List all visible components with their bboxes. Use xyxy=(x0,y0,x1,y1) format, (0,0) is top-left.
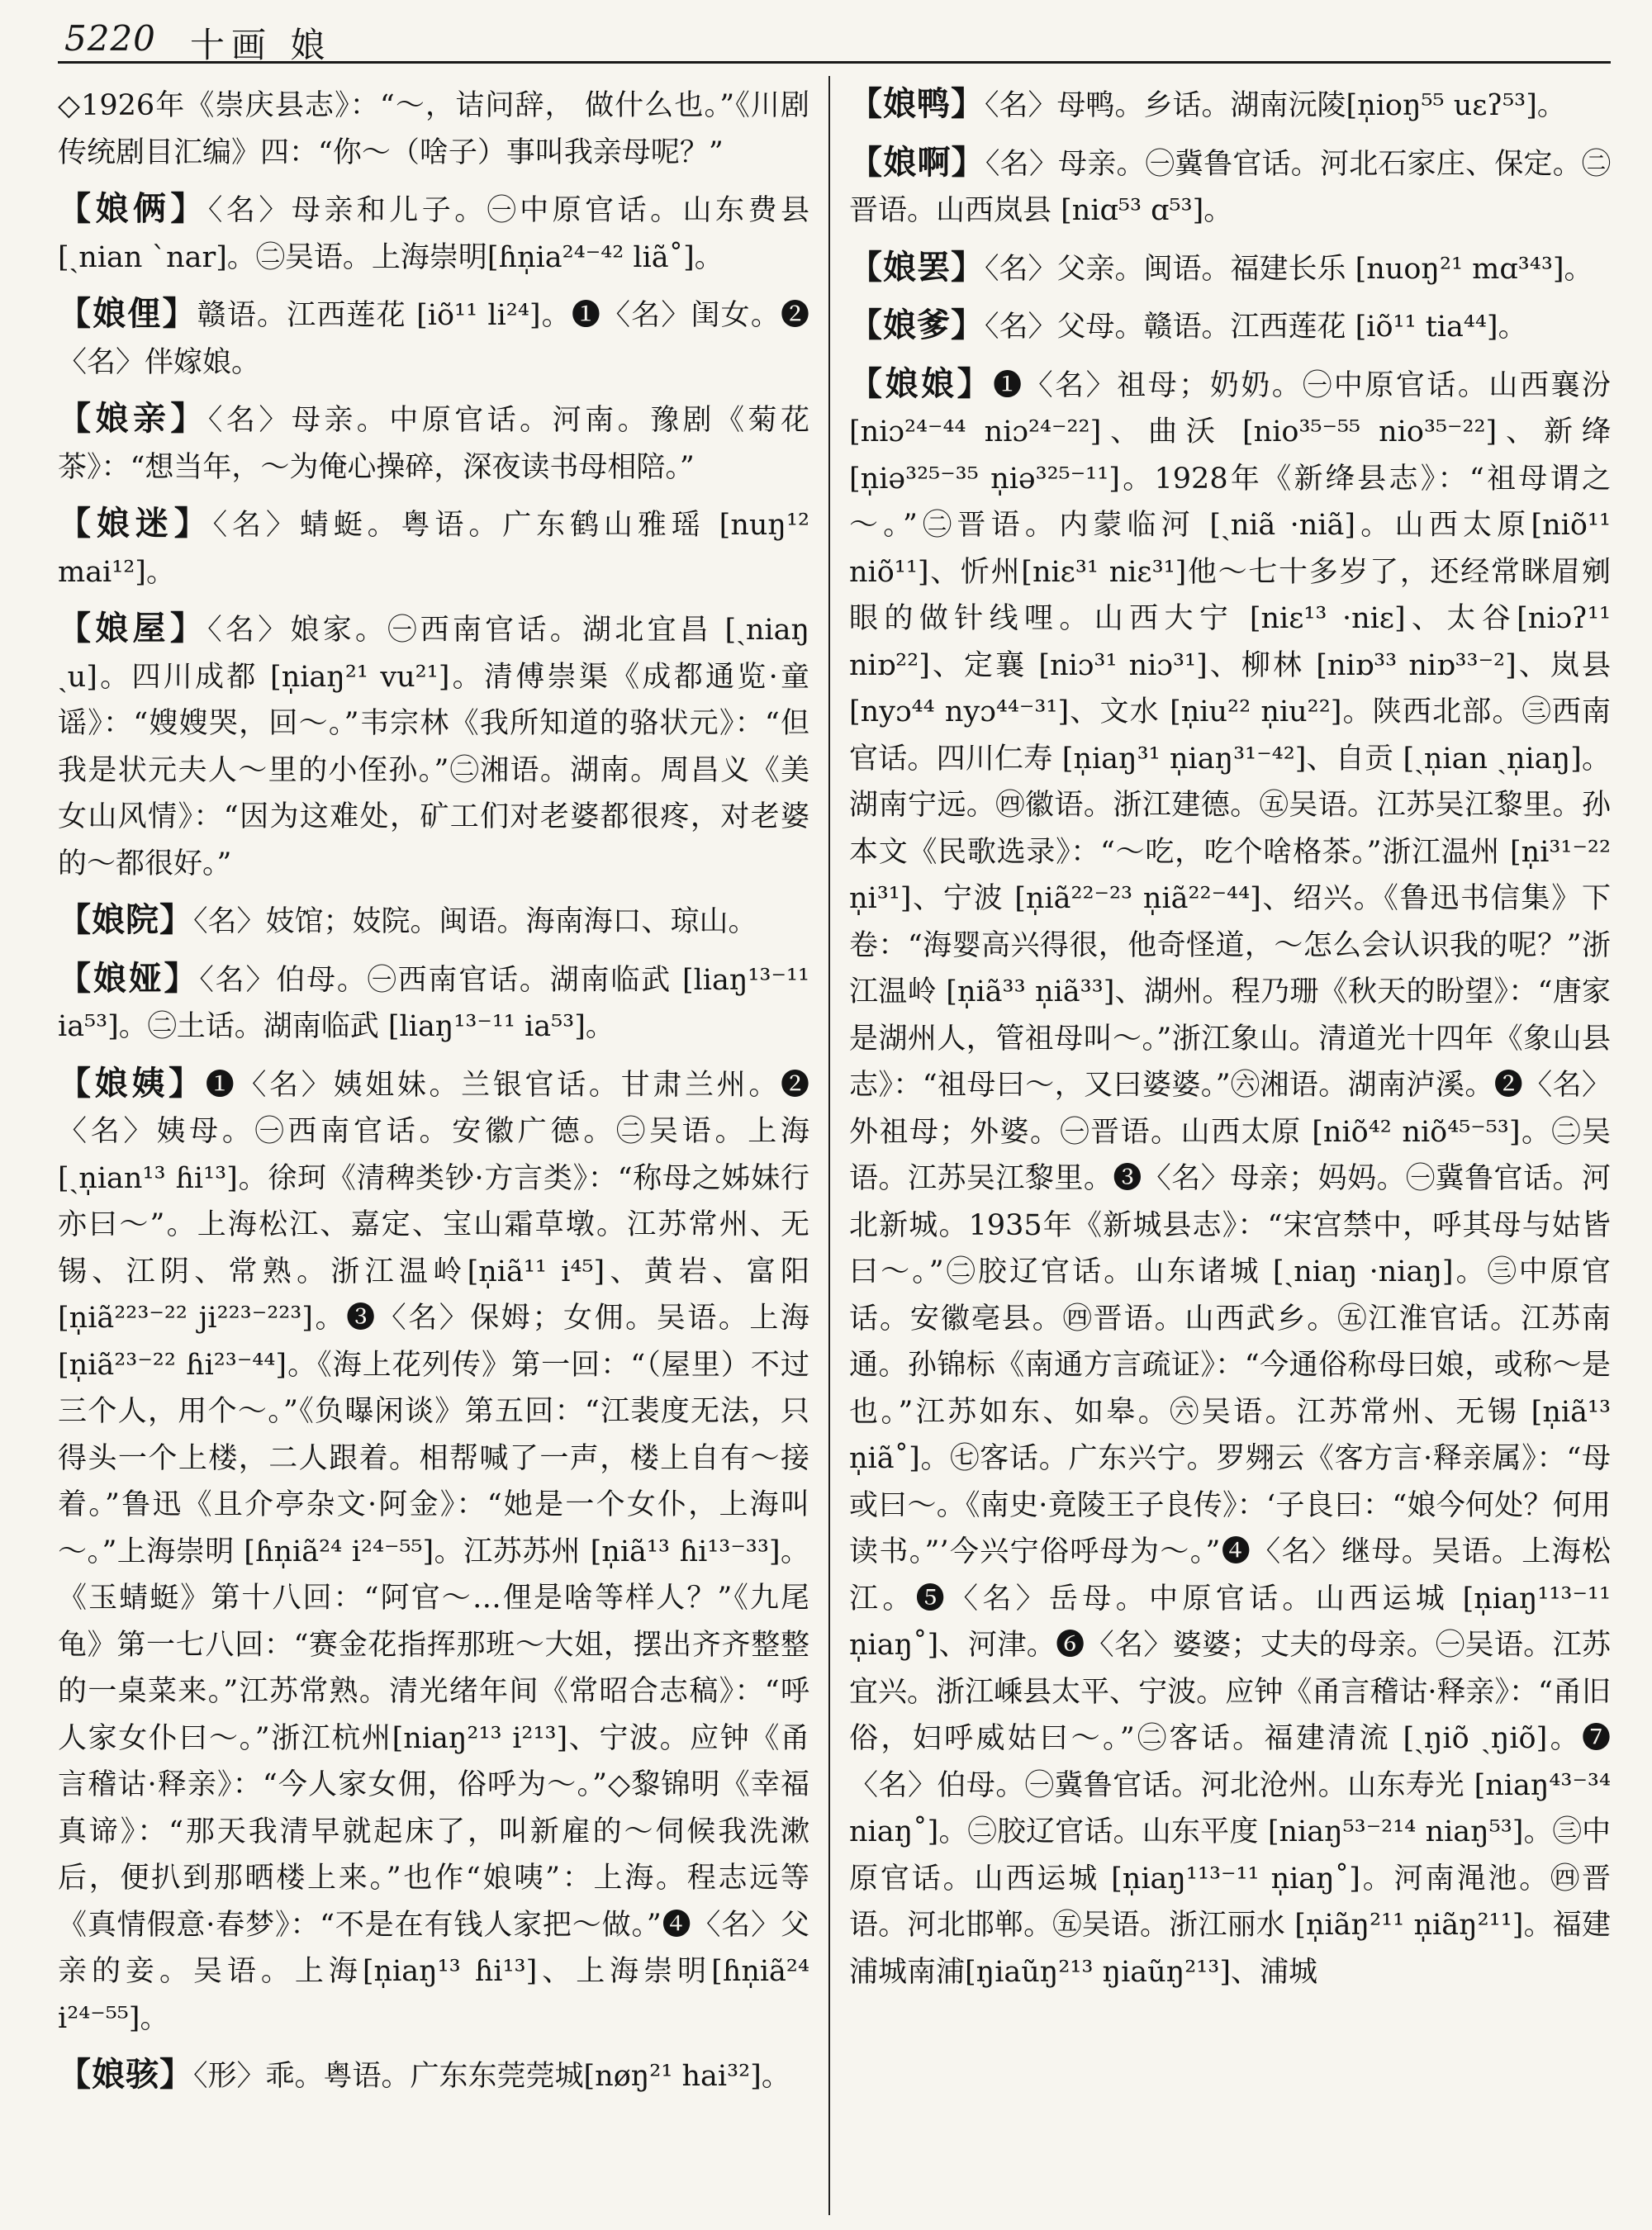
entry-headword: 【娘姨】 xyxy=(58,1063,206,1103)
entry-definition: ❶〈名〉祖母；奶奶。㊀中原官话。山西襄汾 [niɔ²⁴⁻⁴⁴ niɔ²⁴⁻²²]、曲沃 [nio³⁵⁻⁵⁵ nio³⁵⁻²²]、新绛[n̩iə³²⁵⁻³⁵ n̩iə³²⁵⁻¹¹]。1928年《新绛县志》：“祖母谓之～。”㊁晋语。内蒙临河 [ˎniã ·niã]。山西太原[niõ¹¹ niõ¹¹]、忻州[niɛ³¹ niɛ³¹]他～七十多岁了，还经常眯眉剜眼的做针线哩。山西大宁 [niɛ¹³ ·niɛ]、太谷[niɔʔ¹¹ niɒ²²]、定襄 [niɔ³¹ niɔ³¹]、柳林 [niɒ³³ niɒ³³⁻²]、岚县[nyɔ⁴⁴ nyɔ⁴⁴⁻³¹]、文水 [n̩iu²² n̩iu²²]。陕西北部。㊂西南官话。四川仁寿 [n̩iaŋ³¹ n̩iaŋ³¹⁻⁴²]、自贡 [ˏn̩ian ˏn̩iaŋ]。湖南宁远。㊃徽语。浙江建德。㊄吴语。江苏吴江黎里。孙本文《民歌选录》：“～吃，吃个啥格茶。”浙江温州 [n̩i³¹⁻²² n̩i³¹]、宁波 [n̩iã²²⁻²³ n̩iã²²⁻⁴⁴]、绍兴。《鲁迅书信集》下卷：“海婴高兴得很，他奇怪道，～怎么会认识我的呢？”浙江温岭 [n̩iã³³ n̩iã³³]、湖州。程乃珊《秋天的盼望》：“唐家是湖州人，管祖母叫～。”浙江象山。清道光十四年《象山县志》：“祖母曰～，又曰婆婆。”㊅湘语。湖南泸溪。❷〈名〉外祖母；外婆。㊀晋语。山西太原 [niõ⁴² niõ⁴⁵⁻⁵³]。㊁吴语。江苏吴江黎里。❸〈名〉母亲；妈妈。㊀冀鲁官话。河北新城。1935年《新城县志》：“宋宫禁中，呼其母与姑皆曰～。”㊁胶辽官话。山东诸城 [ˎniaŋ ·niaŋ]。㊂中原官话。安徽亳县。㊃晋语。山西武乡。㊄江淮官话。江苏南通。孙锦标《南通方言疏证》：“今通俗称母曰娘，或称～是也。”江苏如东、如皋。㊅吴语。江苏常州、无锡 [n̩iã¹³ n̩iã˚]。㊆客话。广东兴宁。罗翙云《客方言·释亲属》：“母或曰～。《南史·竟陵王子良传》：‘子良曰：“娘今何处？何用读书。”’今兴宁俗呼母为～。”❹〈名〉继母。吴语。上海松江。❺〈名〉岳母。中原官话。山西运城 [n̩iaŋ¹¹³⁻¹¹ n̩iaŋ˚]、河津。❻〈名〉婆婆；丈夫的母亲。㊀吴语。江苏宜兴。浙江嵊县太平、宁波。应钟《甬言稽诂·释亲》：“甬旧俗，妇呼威姑曰～。”㊁客话。福建清流 [ˎŋiõ ˎŋiõ]。❼〈名〉伯母。㊀冀鲁官话。河北沧州。山东寿光 [niaŋ⁴³⁻³⁴ niaŋ˚]。㊁胶辽官话。山东平度 [niaŋ⁵³⁻²¹⁴ niaŋ⁵³]。㊂中原官话。山西运城 [n̩iaŋ¹¹³⁻¹¹ n̩iaŋ˚]。河南渑池。㊃晋语。河北邯郸。㊄吴语。浙江丽水 [n̩iãŋ²¹¹ n̩iãŋ²¹¹]。福建浦城南浦[ŋiaũŋ²¹³ ŋiaũŋ²¹³]、浦城 xyxy=(849,368,1611,1989)
column-divider xyxy=(828,76,830,2215)
entry-definition: 〈名〉妓馆；妓院。闽语。海南海口、琼山。 xyxy=(193,905,757,938)
dictionary-entry xyxy=(849,140,1611,235)
entry-definition: 〈名〉伯母。㊀西南官话。湖南临武 [liaŋ¹³⁻¹¹ ia⁵³]。㊁土话。湖南临武 [liaŋ¹³⁻¹¹ ia⁵³]。 xyxy=(58,963,809,1043)
entry-definition: 〈名〉母亲。㊀冀鲁官话。河北石家庄、保定。㊁晋语。山西岚县 [niɑ⁵³ ɑ⁵³]。 xyxy=(849,147,1611,227)
dictionary-entry xyxy=(849,244,1611,293)
entry-definition: ◇1926年《崇庆县志》：“～，诘问辞， 做什么也。”《川剧传统剧目汇编》四：“你～（啥子）事叫我亲母呢？” xyxy=(58,89,809,169)
dictionary-entry xyxy=(58,605,809,887)
dictionary-entry xyxy=(849,81,1611,130)
entry-definition: 〈名〉蜻蜓。粤语。广东鹤山雅瑶 [nuŋ¹² mai¹²]。 xyxy=(58,509,809,589)
entry-headword: 【娘骇】 xyxy=(58,2055,193,2094)
entry-definition: 〈名〉母亲和儿子。㊀中原官话。山东费县 [ˎnian ˋnar]。㊁吴语。上海崇明[ɦn̩ia²⁴⁻⁴² liã˚]。 xyxy=(58,194,809,274)
page-header xyxy=(58,18,1611,64)
entry-definition: 〈形〉乖。粤语。广东东莞莞城[nøŋ²¹ hai³²]。 xyxy=(193,2060,790,2093)
entry-headword: 【娘罢】 xyxy=(849,247,985,287)
entry-headword: 【娘鸭】 xyxy=(849,84,985,123)
entry-headword: 【娘啊】 xyxy=(849,142,985,182)
right-column xyxy=(849,81,1611,2220)
entry-headword: 【娘娅】 xyxy=(58,958,200,998)
dictionary-entry xyxy=(58,396,809,491)
dictionary-entry xyxy=(58,1060,809,2043)
entry-headword: 【娘院】 xyxy=(58,900,193,939)
dictionary-entry xyxy=(58,956,809,1051)
entry-definition: ❶〈名〉姨姐妹。兰银官话。甘肃兰州。❷〈名〉姨母。㊀西南官话。安徽广德。㊁吴语。上海 [ˎn̩ian¹³ ɦi¹³]。徐珂《清稗类钞·方言类》：“称母之姊妹行亦曰～”。上海松江、嘉定、宝山霜草墩。江苏常州、无锡、江阴、常熟。浙江温岭[n̩iã¹¹ i⁴⁵]、黄岩、富阳[n̩iã²²³⁻²² ji²²³⁻²²³]。❸〈名〉保姆；女佣。吴语。上海 [n̩iã²³⁻²² ɦi²³⁻⁴⁴]。《海上花列传》第一回：“（屋里）不过三个人，用个～。”《负曝闲谈》第五回：“江裴度无法，只得头一个上楼，二人跟着。相帮喊了一声，楼上自有～接着。”鲁迅《且介亭杂文·阿金》：“她是一个女仆，上海叫～。”上海崇明 [ɦn̩iã²⁴ i²⁴⁻⁵⁵]。江苏苏州 [n̩iã¹³ ɦi¹³⁻³³]。《玉蜻蜓》第十八回：“阿官～…俚是啥等样人？”《九尾龟》第一七八回：“赛金花指挥那班～大姐，摆出齐齐整整的一桌菜来。”江苏常熟。清光绪年间《常昭合志稿》：“呼人家女仆曰～。”浙江杭州[niaŋ²¹³ i²¹³]、宁波。应钟《甬言稽诂·释亲》：“今人家女佣，俗呼为～。”◇黎锦明《幸福真谛》：“那天我清早就起床了，叫新雇的～伺候我洗漱后，便扒到那晒楼上来。”也作“娘咦”：上海。程志远等《真情假意·春梦》：“不是在有钱人家把～做。”❹〈名〉父亲的妾。吴语。上海[n̩iaŋ¹³ ɦi¹³]、上海崇明[ɦn̩iã²⁴ i²⁴⁻⁵⁵]。 xyxy=(58,1068,809,2035)
entry-definition: 〈名〉娘家。㊀西南官话。湖北宜昌 [ˎniaŋ ˎu]。四川成都 [n̩iaŋ²¹ vu²¹]。清傅崇渠《成都通览·童谣》：“嫂嫂哭，回～。”韦宗林《我所知道的骆状元》：“但我是状元夫人～里的小侄孙。”㊁湘语。湖南。周昌义《美女山风情》：“因为这难处，矿工们对老婆都很疼，对老婆的～都很好。” xyxy=(58,614,809,880)
dictionary-entry xyxy=(849,302,1611,351)
dictionary-entry xyxy=(849,361,1611,1996)
entry-headword: 【娘娘】 xyxy=(849,363,994,403)
dictionary-entry xyxy=(58,291,809,386)
entry-headword: 【娘屋】 xyxy=(58,609,208,648)
entry-headword: 【娘俩】 xyxy=(58,189,208,228)
left-column xyxy=(58,81,809,2220)
section-title: 十画 娘 xyxy=(190,25,332,65)
dictionary-entry xyxy=(58,501,809,595)
entry-definition: 赣语。江西莲花 [iõ¹¹ li²⁴]。❶〈名〉闺女。❷〈名〉伴嫁娘。 xyxy=(58,299,809,379)
entry-headword: 【娘俚】 xyxy=(58,294,197,333)
entry-headword: 【娘迷】 xyxy=(58,504,213,543)
dictionary-entry xyxy=(58,81,809,176)
entry-definition: 〈名〉母鸭。乡话。湖南沅陵[n̩ioŋ⁵⁵ uɛʔ⁵³]。 xyxy=(985,89,1566,122)
page-number: 5220 xyxy=(64,18,156,59)
dictionary-entry xyxy=(58,186,809,281)
entry-definition: 〈名〉母亲。中原官话。河南。豫剧《菊花茶》：“想当年，～为俺心操碎，深夜读书母相陪。” xyxy=(58,404,809,484)
entry-definition: 〈名〉父亲。闽语。福建长乐 [nuoŋ²¹ mɑ³⁴³]。 xyxy=(985,252,1593,286)
entry-definition: 〈名〉父母。赣语。江西莲花 [iõ¹¹ tia⁴⁴]。 xyxy=(985,311,1527,344)
entry-headword: 【娘亲】 xyxy=(58,399,208,438)
dictionary-entry xyxy=(58,897,809,946)
entry-headword: 【娘爹】 xyxy=(849,306,985,344)
dictionary-entry xyxy=(58,2052,809,2100)
